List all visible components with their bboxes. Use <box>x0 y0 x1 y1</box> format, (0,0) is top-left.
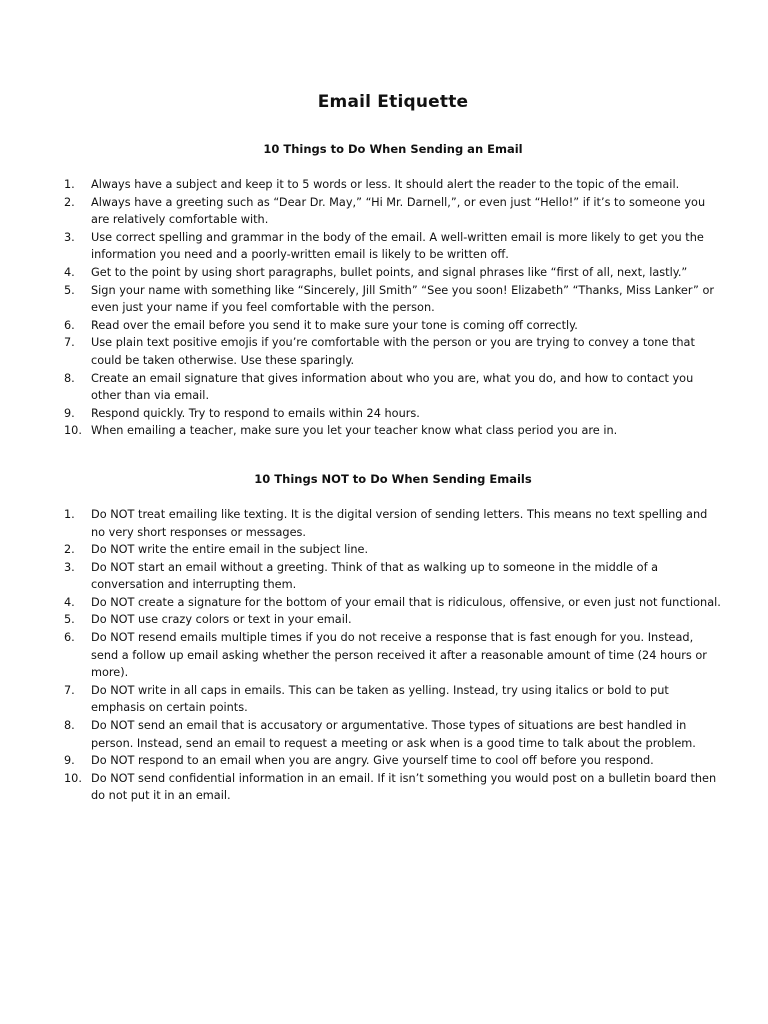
list-item <box>64 370 722 405</box>
list-item-text: Always have a subject and keep it to 5 words or less. It should alert the reader to the topic of the email. <box>91 178 680 191</box>
do-not-section <box>64 472 722 805</box>
list-item <box>64 770 722 805</box>
list-item <box>64 176 722 194</box>
list-item <box>64 682 722 717</box>
list-item-text: Always have a greeting such as “Dear Dr. May,” “Hi Mr. Darnell,”, or even just “Hello!” if it’s to someone you are relatively comfortable with. <box>91 195 706 227</box>
list-item <box>64 405 722 423</box>
list-item-text: Do NOT use crazy colors or text in your email. <box>91 613 352 627</box>
section-heading: 10 Things NOT to Do When Sending Emails <box>254 471 532 486</box>
list-item-text: Use plain text positive emojis if you’re comfortable with the person or you are trying to convey a tone that could be taken otherwise. Use these sparingly. <box>91 336 695 367</box>
list-item-number: 4. <box>64 265 75 279</box>
list-item <box>64 264 722 282</box>
list-item-number: 7. <box>64 336 75 350</box>
list-item <box>64 629 722 682</box>
list-item-text: Create an email signature that gives information about who you are, what you do, and how to contact you other than via email. <box>91 371 694 403</box>
list-item-text: Do NOT write in all caps in emails. This can be taken as yelling. Instead, try using italics or bold to put emphasis on certain points. <box>91 683 669 715</box>
list-item <box>64 317 722 335</box>
list-item-number: 1. <box>64 178 75 191</box>
list-item-text: Do NOT respond to an email when you are angry. Give yourself time to cool off before you respond. <box>91 754 654 768</box>
list-item-text: Read over the email before you send it to make sure your tone is coming off correctly. <box>91 318 578 332</box>
list-item-number: 6. <box>64 631 75 645</box>
list-item <box>64 422 722 440</box>
document-title: Email Etiquette <box>317 92 469 112</box>
list-item <box>64 611 722 629</box>
list-item <box>64 752 722 770</box>
list-item-number: 9. <box>64 406 75 420</box>
section-heading: 10 Things to Do When Sending an Email <box>263 142 523 156</box>
list-item-number: 3. <box>64 560 75 574</box>
list-item-text: Sign your name with something like “Sincerely, Jill Smith” “See you soon! Elizabeth” “Thanks, Miss Lanker” or even just your name if you feel comfortable with the person. <box>91 283 714 315</box>
list-item-text: Use correct spelling and grammar in the body of the email. A well-written email is more likely to get you the information you need and a poorly-written email is likely to be written off. <box>91 230 704 262</box>
list-item <box>64 506 722 541</box>
document-sections <box>64 142 722 805</box>
list-item-number: 5. <box>64 283 75 297</box>
list-item <box>64 194 722 229</box>
list-item-number: 7. <box>64 683 75 697</box>
list-item-text: When emailing a teacher, make sure you let your teacher know what class period you are in. <box>91 424 618 438</box>
list-item-number: 3. <box>64 230 75 244</box>
list-item-number: 8. <box>64 719 75 733</box>
list-item-number: 5. <box>64 613 75 627</box>
list-item-number: 10. <box>64 424 82 438</box>
list-item-text: Do NOT start an email without a greeting. Think of that as walking up to someone in the middle of a conversation and interrupting them. <box>91 560 659 592</box>
list-item-text: Get to the point by using short paragraphs, bullet points, and signal phrases like “first of all, next, lastly.” <box>91 265 688 279</box>
list-item-text: Do NOT treat emailing like texting. It is the digital version of sending letters. This means no text spelling and no very short responses or messages. <box>91 507 708 539</box>
list-item-number: 9. <box>64 754 75 768</box>
list-item-text: Do NOT send an email that is accusatory or argumentative. Those types of situations are best handled in person. Instead, send an email to request a meeting or ask when is a good time to talk about the problem. <box>91 719 696 750</box>
list-item-number: 4. <box>64 595 75 609</box>
list-item <box>64 559 722 594</box>
list-item <box>64 717 722 752</box>
numbered-list <box>64 176 722 440</box>
list-item <box>64 282 722 317</box>
list-item-number: 2. <box>64 543 75 557</box>
list-item-number: 2. <box>64 195 75 209</box>
list-item-text: Respond quickly. Try to respond to emails within 24 hours. <box>91 406 420 420</box>
list-item-text: Do NOT send confidential information in an email. If it isn’t something you would post on a bulletin board then do not put it in an email. <box>91 771 717 803</box>
list-item <box>64 541 722 559</box>
list-item-number: 10. <box>64 771 82 785</box>
list-item <box>64 334 722 369</box>
do-section <box>64 142 722 440</box>
section-spacer <box>64 440 722 472</box>
list-item-text: Do NOT resend emails multiple times if you do not receive a response that is fast enough for you. Instead, send a follow up email asking whether the person received it after a reasonable amount of time (24 hours or more). <box>91 631 707 680</box>
list-item <box>64 594 722 612</box>
list-item-number: 1. <box>64 507 75 521</box>
list-item <box>64 229 722 264</box>
list-item-text: Do NOT write the entire email in the subject line. <box>91 543 369 557</box>
numbered-list <box>64 506 722 805</box>
list-item-text: Do NOT create a signature for the bottom of your email that is ridiculous, offensive, or even just not functional. <box>91 595 721 609</box>
list-item-number: 8. <box>64 371 75 385</box>
list-item-number: 6. <box>64 318 75 332</box>
